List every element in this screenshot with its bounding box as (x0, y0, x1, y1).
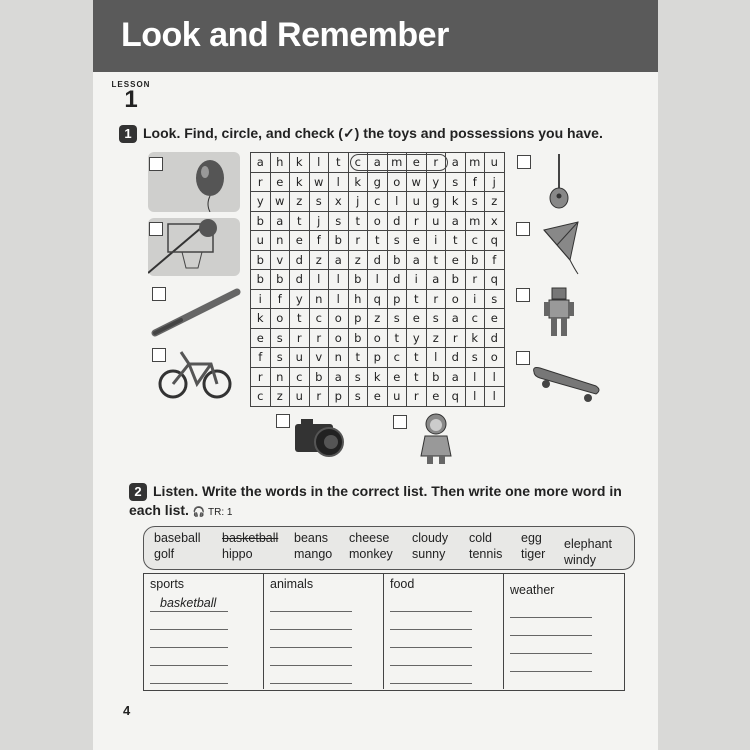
grid-cell[interactable]: f (309, 231, 329, 251)
answer-line[interactable] (510, 635, 592, 636)
exercise-2-text: Listen. Write the words in the correct list. Then write one more word in each list. (129, 483, 622, 519)
grid-cell[interactable]: v (309, 348, 329, 368)
grid-cell[interactable]: d (387, 270, 407, 290)
grid-cell[interactable]: i (426, 231, 446, 251)
grid-cell[interactable]: s (270, 348, 290, 368)
headphones-icon: 🎧 (192, 507, 206, 519)
grid-cell[interactable]: t (407, 367, 427, 387)
example-answer: basketball (160, 596, 217, 610)
grid-cell[interactable]: r (446, 328, 466, 348)
grid-cell[interactable]: i (251, 289, 271, 309)
grid-cell[interactable]: z (348, 250, 368, 270)
grid-cell[interactable]: o (446, 289, 466, 309)
grid-cell[interactable]: n (270, 231, 290, 251)
exercise-1-instruction (119, 124, 654, 143)
grid-cell[interactable]: q (485, 231, 505, 251)
sports-header: sports (150, 577, 185, 591)
grid-cell[interactable]: k (251, 309, 271, 329)
grid-cell[interactable]: e (251, 328, 271, 348)
answer-line[interactable] (270, 683, 352, 684)
grid-cell[interactable]: c (465, 309, 485, 329)
grid-cell[interactable]: w (309, 172, 329, 192)
answer-line[interactable] (150, 683, 228, 684)
workbook-page (93, 0, 658, 750)
food-header: food (390, 577, 415, 591)
word-bank-item: golf (154, 547, 175, 561)
grid-cell[interactable]: g (426, 192, 446, 212)
word-bank-item: cloudy (412, 531, 449, 545)
robot-checkbox[interactable] (516, 288, 530, 302)
skateboard-icon (530, 364, 604, 404)
grid-cell[interactable]: a (446, 153, 466, 173)
audio-track[interactable] (193, 507, 233, 518)
grid-row (251, 231, 505, 251)
grid-cell[interactable]: s (329, 211, 349, 231)
grid-cell[interactable]: u (387, 387, 407, 407)
grid-cell[interactable]: t (348, 348, 368, 368)
kite-checkbox[interactable] (516, 222, 530, 236)
grid-cell[interactable]: m (465, 153, 485, 173)
grid-cell[interactable]: u (407, 192, 427, 212)
grid-cell[interactable]: l (465, 367, 485, 387)
grid-cell[interactable]: c (290, 367, 310, 387)
grid-cell[interactable]: o (485, 348, 505, 368)
grid-cell[interactable]: l (329, 289, 349, 309)
answer-line[interactable] (510, 617, 592, 618)
grid-cell[interactable]: m (387, 153, 407, 173)
grid-cell[interactable]: l (426, 348, 446, 368)
grid-cell[interactable]: s (465, 192, 485, 212)
sports-column (144, 574, 264, 689)
exercise-2-instruction (129, 482, 629, 522)
grid-cell[interactable]: f (485, 250, 505, 270)
exercise-1-number: 1 (119, 125, 137, 143)
word-bank-item: egg (521, 531, 542, 545)
grid-cell[interactable]: p (368, 348, 388, 368)
grid-cell[interactable]: s (348, 367, 368, 387)
grid-row (251, 328, 505, 348)
grid-cell[interactable]: a (329, 367, 349, 387)
grid-cell[interactable]: w (270, 192, 290, 212)
grid-cell[interactable]: i (465, 289, 485, 309)
food-column (384, 574, 504, 689)
grid-cell[interactable]: b (251, 211, 271, 231)
grid-cell[interactable]: o (368, 328, 388, 348)
grid-cell[interactable]: t (407, 289, 427, 309)
grid-cell[interactable]: e (407, 231, 427, 251)
grid-row (251, 270, 505, 290)
grid-cell[interactable]: c (387, 348, 407, 368)
grid-cell[interactable]: t (290, 309, 310, 329)
grid-cell[interactable]: e (290, 231, 310, 251)
grid-cell[interactable]: b (446, 270, 466, 290)
bicycle-icon (157, 348, 237, 400)
grid-cell[interactable]: a (446, 211, 466, 231)
grid-cell[interactable]: j (309, 211, 329, 231)
grid-cell[interactable]: t (426, 250, 446, 270)
grid-cell[interactable]: y (290, 289, 310, 309)
hoop-checkbox[interactable] (149, 222, 163, 236)
word-bank-item: tennis (469, 547, 503, 561)
grid-cell[interactable]: l (309, 270, 329, 290)
grid-cell[interactable]: s (387, 309, 407, 329)
grid-cell[interactable]: s (485, 289, 505, 309)
grid-cell[interactable]: r (290, 328, 310, 348)
grid-cell[interactable]: v (270, 250, 290, 270)
grid-cell[interactable]: b (348, 270, 368, 290)
grid-cell[interactable]: k (348, 172, 368, 192)
grid-cell[interactable]: q (485, 270, 505, 290)
word-bank (143, 526, 635, 570)
grid-cell[interactable]: s (348, 387, 368, 407)
grid-cell[interactable]: l (309, 153, 329, 173)
grid-cell[interactable]: c (309, 309, 329, 329)
grid-cell[interactable]: t (446, 231, 466, 251)
grid-cell[interactable]: e (407, 309, 427, 329)
grid-cell[interactable]: c (348, 153, 368, 173)
grid-cell[interactable]: d (290, 250, 310, 270)
grid-cell[interactable]: e (426, 387, 446, 407)
grid-cell[interactable]: b (309, 367, 329, 387)
grid-cell[interactable]: z (290, 192, 310, 212)
grid-cell[interactable]: a (446, 367, 466, 387)
word-column (349, 530, 393, 562)
word-column (564, 536, 612, 568)
grid-cell[interactable]: c (465, 231, 485, 251)
grid-cell[interactable]: e (368, 387, 388, 407)
exercise-2-number: 2 (129, 483, 147, 501)
word-bank-item: cheese (349, 531, 390, 545)
word-bank-item: sunny (412, 547, 446, 561)
grid-cell[interactable]: b (426, 367, 446, 387)
grid-cell[interactable]: r (309, 328, 329, 348)
lesson-label: LESSON (111, 80, 151, 89)
grid-cell[interactable]: t (387, 328, 407, 348)
grid-cell[interactable]: t (407, 348, 427, 368)
animals-header: animals (270, 577, 314, 591)
grid-cell[interactable]: s (446, 172, 466, 192)
grid-cell[interactable]: f (251, 348, 271, 368)
grid-row (251, 250, 505, 270)
grid-cell[interactable]: a (446, 309, 466, 329)
guitar-icon (546, 152, 572, 210)
grid-cell[interactable]: u (290, 348, 310, 368)
lesson-number: 1 (124, 86, 138, 113)
grid-cell[interactable]: z (270, 387, 290, 407)
exercise-1-text: Look. Find, circle, and check (✓) the toys and possessions you have. (143, 125, 603, 141)
grid-cell[interactable]: e (407, 153, 427, 173)
lesson-marker (111, 80, 151, 111)
guitar-checkbox[interactable] (517, 155, 531, 169)
camera-checkbox[interactable] (276, 414, 290, 428)
grid-row (251, 172, 505, 192)
grid-cell[interactable]: c (368, 192, 388, 212)
answer-line[interactable] (390, 683, 472, 684)
page-number: 4 (123, 703, 131, 718)
answer-line[interactable] (390, 629, 472, 630)
grid-cell[interactable]: s (270, 328, 290, 348)
animals-column (264, 574, 384, 689)
grid-cell[interactable]: o (329, 309, 349, 329)
answer-line[interactable] (270, 611, 352, 612)
answer-line[interactable] (390, 611, 472, 612)
answer-line[interactable] (270, 629, 352, 630)
word-column (521, 530, 545, 562)
camera-icon (293, 414, 349, 462)
grid-cell[interactable]: z (309, 250, 329, 270)
grid-cell[interactable]: e (387, 367, 407, 387)
grid-cell[interactable]: i (407, 270, 427, 290)
grid-cell[interactable]: u (426, 211, 446, 231)
word-bank-item: mango (294, 547, 333, 561)
answer-line[interactable] (390, 647, 472, 648)
word-column (469, 530, 502, 562)
grid-cell[interactable]: b (329, 231, 349, 251)
baseball-bat-icon (151, 288, 241, 338)
title-banner (93, 0, 658, 72)
grid-cell[interactable]: p (387, 289, 407, 309)
grid-cell[interactable]: b (348, 328, 368, 348)
page-title: Look and Remember (121, 16, 449, 54)
word-column (154, 530, 201, 562)
grid-cell[interactable]: o (387, 172, 407, 192)
grid-cell[interactable]: t (329, 153, 349, 173)
word-bank-item: windy (564, 553, 596, 567)
grid-cell[interactable]: u (290, 387, 310, 407)
grid-cell[interactable]: r (407, 211, 427, 231)
grid-row (251, 289, 505, 309)
grid-cell[interactable]: b (270, 270, 290, 290)
grid-cell[interactable]: r (309, 387, 329, 407)
grid-cell[interactable]: f (270, 289, 290, 309)
grid-cell[interactable]: l (387, 192, 407, 212)
grid-row (251, 309, 505, 329)
grid-cell[interactable]: q (368, 289, 388, 309)
grid-cell[interactable]: l (329, 172, 349, 192)
grid-cell[interactable]: z (368, 309, 388, 329)
balloon-checkbox[interactable] (149, 157, 163, 171)
grid-cell[interactable]: r (251, 172, 271, 192)
grid-cell[interactable]: t (290, 211, 310, 231)
word-column (294, 530, 332, 562)
answer-line[interactable] (270, 665, 352, 666)
grid-cell[interactable]: j (485, 172, 505, 192)
word-bank-item: elephant (564, 537, 612, 551)
grid-cell[interactable]: l (368, 270, 388, 290)
answer-line[interactable] (150, 665, 228, 666)
grid-row (251, 367, 505, 387)
grid-cell[interactable]: r (465, 270, 485, 290)
grid-cell[interactable]: e (485, 309, 505, 329)
grid-cell[interactable]: l (465, 387, 485, 407)
grid-cell[interactable]: y (251, 192, 271, 212)
word-bank-item: hippo (222, 547, 253, 561)
doll-icon (413, 412, 459, 466)
grid-cell[interactable]: o (368, 211, 388, 231)
grid-cell[interactable]: s (465, 348, 485, 368)
grid-cell[interactable]: a (329, 250, 349, 270)
answer-line[interactable] (150, 647, 228, 648)
grid-cell[interactable]: u (485, 153, 505, 173)
word-bank-item: beans (294, 531, 329, 545)
grid-cell[interactable]: h (348, 289, 368, 309)
grid-cell[interactable]: a (270, 211, 290, 231)
grid-cell[interactable]: o (329, 328, 349, 348)
answer-line[interactable] (510, 671, 592, 672)
grid-cell[interactable]: l (329, 270, 349, 290)
crossed-word: basketball (222, 531, 279, 545)
word-column (412, 530, 448, 562)
grid-cell[interactable]: f (465, 172, 485, 192)
answer-line[interactable] (270, 647, 352, 648)
grid-cell[interactable]: s (387, 231, 407, 251)
grid-cell[interactable]: r (348, 231, 368, 251)
answer-line[interactable] (150, 611, 228, 612)
grid-cell[interactable]: b (251, 250, 271, 270)
robot-icon (544, 286, 574, 338)
grid-cell[interactable]: s (309, 192, 329, 212)
grid-cell[interactable]: l (485, 367, 505, 387)
grid-cell[interactable]: d (446, 348, 466, 368)
grid-cell[interactable]: j (348, 192, 368, 212)
grid-cell[interactable]: n (329, 348, 349, 368)
grid-cell[interactable]: k (368, 367, 388, 387)
grid-cell[interactable]: k (290, 172, 310, 192)
sorting-table (143, 573, 625, 691)
grid-cell[interactable]: t (348, 211, 368, 231)
grid-cell[interactable]: z (426, 328, 446, 348)
grid-cell[interactable]: a (407, 250, 427, 270)
weather-header: weather (510, 583, 555, 597)
grid-cell[interactable]: a (368, 153, 388, 173)
grid-cell[interactable]: y (407, 328, 427, 348)
grid-cell[interactable]: s (426, 309, 446, 329)
grid-cell[interactable]: n (270, 367, 290, 387)
word-column (222, 530, 278, 562)
grid-cell[interactable]: x (485, 211, 505, 231)
grid-cell[interactable]: q (446, 387, 466, 407)
grid-cell[interactable]: u (251, 231, 271, 251)
weather-column (504, 574, 623, 689)
grid-cell[interactable]: h (270, 153, 290, 173)
grid-cell[interactable]: r (407, 387, 427, 407)
word-bank-item: tiger (521, 547, 546, 561)
doll-checkbox[interactable] (393, 415, 407, 429)
grid-cell[interactable]: z (485, 192, 505, 212)
grid-cell[interactable]: a (251, 153, 271, 173)
grid-cell[interactable]: d (387, 211, 407, 231)
grid-cell[interactable]: a (426, 270, 446, 290)
grid-cell[interactable]: p (348, 309, 368, 329)
grid-cell[interactable]: o (270, 309, 290, 329)
grid-cell[interactable]: l (485, 387, 505, 407)
grid-cell[interactable]: g (368, 172, 388, 192)
word-bank-item: baseball (154, 531, 201, 545)
grid-cell[interactable]: x (329, 192, 349, 212)
grid-cell[interactable]: b (387, 250, 407, 270)
answer-line[interactable] (510, 653, 592, 654)
grid-cell[interactable]: d (485, 328, 505, 348)
track-label: TR: 1 (207, 507, 233, 519)
answer-line[interactable] (390, 665, 472, 666)
word-bank-item: cold (469, 531, 492, 545)
kite-icon (540, 218, 585, 276)
grid-cell[interactable]: w (407, 172, 427, 192)
grid-cell[interactable]: p (329, 387, 349, 407)
skateboard-checkbox[interactable] (516, 351, 530, 365)
grid-cell[interactable]: y (426, 172, 446, 192)
grid-cell[interactable]: c (251, 387, 271, 407)
answer-line[interactable] (150, 629, 228, 630)
grid-cell[interactable]: n (309, 289, 329, 309)
grid-cell[interactable]: r (251, 367, 271, 387)
grid-cell[interactable]: k (446, 192, 466, 212)
grid-cell[interactable]: b (251, 270, 271, 290)
grid-cell[interactable]: m (465, 211, 485, 231)
grid-cell[interactable]: t (368, 231, 388, 251)
grid-cell[interactable]: b (465, 250, 485, 270)
camera-circle (350, 154, 448, 171)
word-bank-item: monkey (349, 547, 393, 561)
grid-cell[interactable]: e (446, 250, 466, 270)
grid-row (251, 387, 505, 407)
grid-cell[interactable]: k (290, 153, 310, 173)
grid-cell[interactable]: k (465, 328, 485, 348)
grid-row (251, 348, 505, 368)
grid-cell[interactable]: d (368, 250, 388, 270)
word-search-grid (250, 152, 505, 407)
grid-row (251, 192, 505, 212)
grid-cell[interactable]: e (270, 172, 290, 192)
grid-row (251, 211, 505, 231)
grid-cell[interactable]: d (290, 270, 310, 290)
grid-cell[interactable]: r (426, 153, 446, 173)
grid-cell[interactable]: r (426, 289, 446, 309)
